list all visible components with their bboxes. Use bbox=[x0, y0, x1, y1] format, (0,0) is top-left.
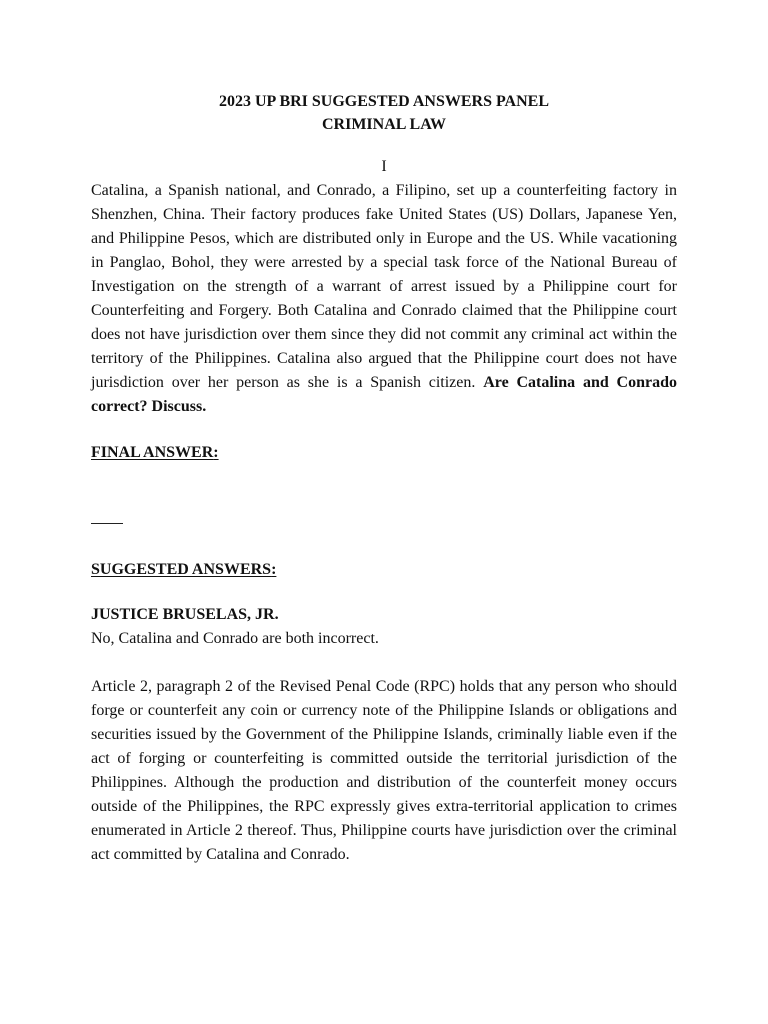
separator-line bbox=[91, 523, 123, 524]
short-answer: No, Catalina and Conrado are both incorrect. bbox=[91, 630, 379, 647]
final-answer-heading bbox=[91, 441, 677, 465]
final-answer-label: FINAL ANSWER bbox=[91, 444, 214, 461]
title-line-1: 2023 UP BRI SUGGESTED ANSWERS PANEL bbox=[219, 93, 549, 110]
justice-name: JUSTICE BRUSELAS, JR. bbox=[91, 606, 279, 623]
answer-paragraph: Article 2, paragraph 2 of the Revised Penal Code (RPC) holds that any person who should forge or counterfeit any coin or currency note of the Philippine Islands or obligations and securities issued by the Government of the Philippine Islands, criminally liable even if the act of forging or counterfeiting is committed outside the territorial jurisdiction of the Philippines. Although the production and distribution of the counterfeit money occurs outside of the Philippines, the RPC expressly gives extra-territorial application to crimes enumerated in Article 2 thereof. Thus, Philippine courts have jurisdiction over the criminal act committed by Catalina and Conrado. bbox=[91, 678, 677, 863]
document-title bbox=[91, 90, 677, 136]
question-number: I bbox=[381, 158, 387, 175]
suggested-answers-label: SUGGESTED ANSWERS bbox=[91, 561, 272, 578]
question-paragraph bbox=[91, 179, 677, 419]
suggested-answers-colon: : bbox=[271, 561, 277, 578]
question-text: Catalina, a Spanish national, and Conrado, a Filipino, set up a counterfeiting factory in Shenzhen, China. Their factory produces fake United States (US) Dollars, Japanese Yen, and Philippine Pesos, which are distributed only in Europe and the US. While vacationing in Panglao, Bohol, they were arrested by a special task force of the National Bureau of Investigation on the strength of a warrant of arrest issued by a Philippine court for Counterfeiting and Forgery. Both Catalina and Conrado claimed that the Philippine court does not have jurisdiction over them since they did not commit any criminal act within the territory of the Philippines. Catalina also argued that the Philippine court does not have jurisdiction over her person as she is a Spanish citizen. bbox=[91, 182, 677, 391]
document-page bbox=[91, 90, 677, 867]
final-answer-space bbox=[91, 465, 677, 523]
title-line-2: CRIMINAL LAW bbox=[321, 116, 446, 133]
question-call: Are Catalina and Conrado correct? Discuss. bbox=[91, 374, 678, 415]
final-answer-colon: : bbox=[213, 444, 219, 461]
suggested-answers-heading bbox=[91, 558, 677, 582]
